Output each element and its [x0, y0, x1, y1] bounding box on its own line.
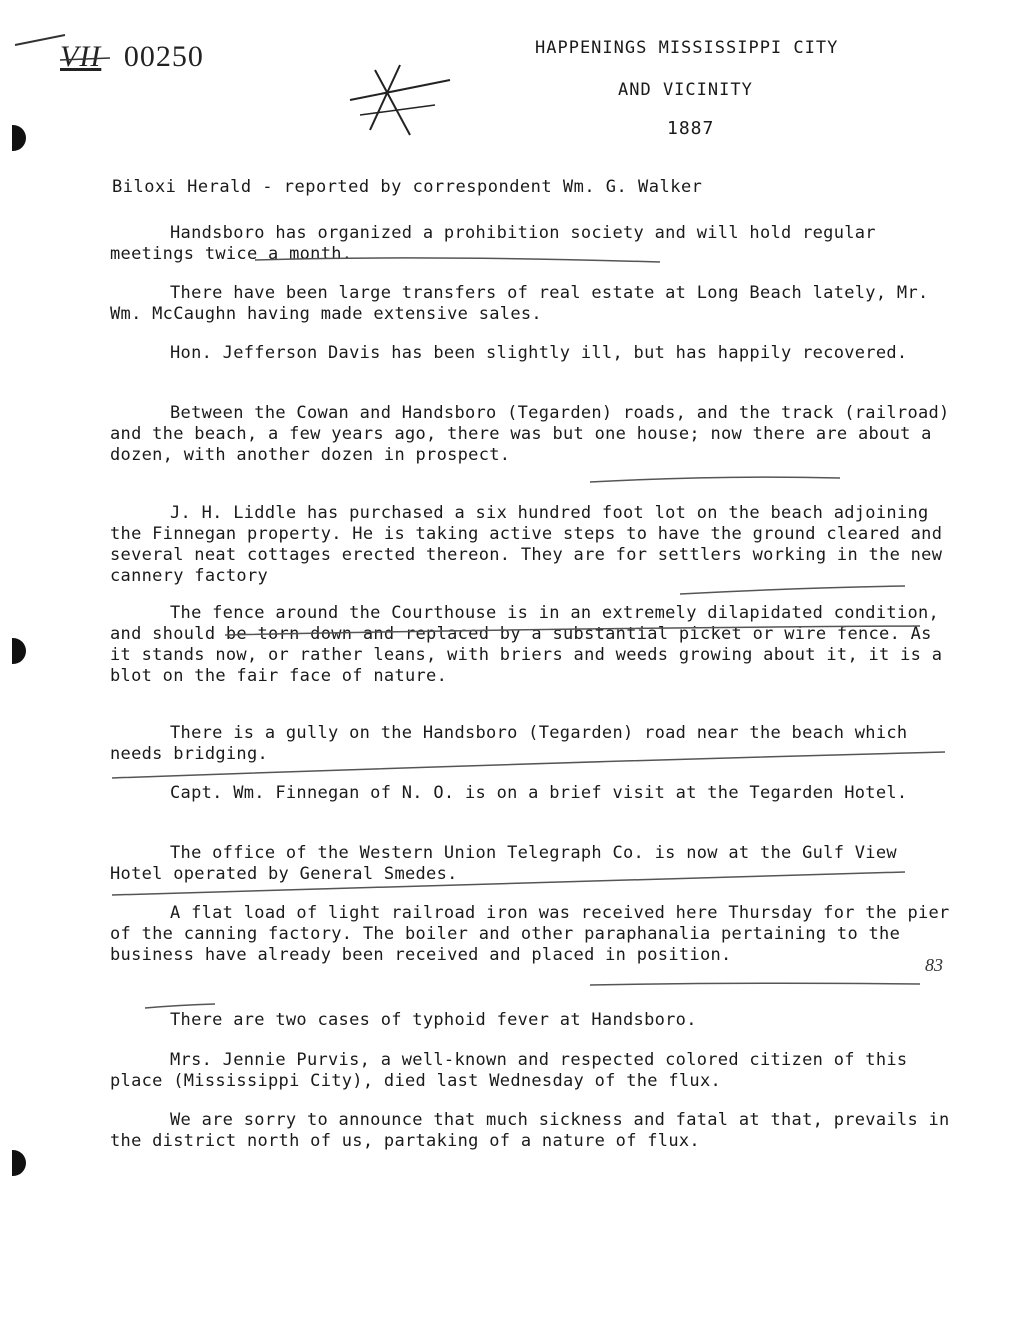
document-title-line1: HAPPENINGS MISSISSIPPI CITY — [535, 38, 839, 58]
paragraph-12: Mrs. Jennie Purvis, a well-known and respected colored citizen of this place (Mississippi City), died last Wednesday of the flux. — [110, 1050, 908, 1091]
paragraph-11: There are two cases of typhoid fever at Handsboro. — [170, 1010, 697, 1030]
paragraph-1: Handsboro has organized a prohibition society and will hold regular meetings twice a month. — [110, 223, 876, 264]
paragraph-2: There have been large transfers of real estate at Long Beach lately, Mr. Wm. McCaughn having made extensive sales. — [110, 283, 929, 324]
paragraph-3: Hon. Jefferson Davis has been slightly ill, but has happily recovered. — [170, 343, 908, 363]
paragraph-5: J. H. Liddle has purchased a six hundred foot lot on the beach adjoining the Finnegan property. He is taking active steps to have the ground cleared and several neat cottages erected thereon. They are for settlers working in the new cannery factory — [110, 503, 943, 586]
margin-note: 83 — [925, 955, 943, 975]
paragraph-6: The fence around the Courthouse is in an extremely dilapidated condition, and should be torn down and replaced by a substantial picket or wire fence. As it stands now, or rather leans, with briers and weeds growing about it, it is a blot on the fair face of nature. — [110, 603, 943, 686]
document-year: 1887 — [667, 118, 715, 139]
paragraph-9: The office of the Western Union Telegraph Co. is now at the Gulf View Hotel operated by General Smedes. — [110, 843, 897, 884]
source-line: Biloxi Herald - reported by correspondent Wm. G. Walker — [112, 177, 703, 197]
paragraph-13: We are sorry to announce that much sickness and fatal at that, prevails in the district north of us, partaking of a nature of flux. — [110, 1110, 950, 1151]
archive-number: 00250 — [123, 40, 204, 73]
paragraph-7: There is a gully on the Handsboro (Tegarden) road near the beach which needs bridging. — [110, 723, 908, 764]
paragraph-10: A flat load of light railroad iron was received here Thursday for the pier of the canning factory. The boiler and other paraphanalia pertaining to the business have already been received and placed in position. — [110, 903, 950, 965]
paragraph-4: Between the Cowan and Handsboro (Tegarden) roads, and the track (railroad) and the beach, a few years ago, there was but one house; now there are about a dozen, with another dozen in prospect. — [110, 403, 950, 465]
paragraph-8: Capt. Wm. Finnegan of N. O. is on a brief visit at the Tegarden Hotel. — [170, 783, 908, 803]
archive-volume: VII — [60, 40, 102, 73]
document-title-line2: AND VICINITY — [618, 80, 753, 100]
